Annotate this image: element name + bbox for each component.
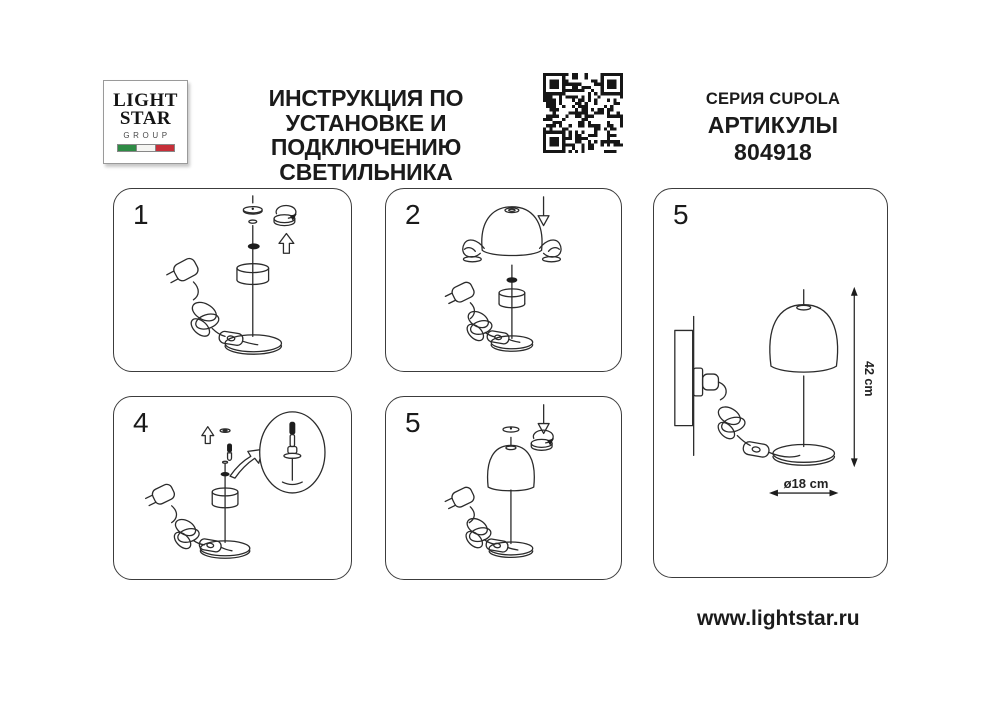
step-number: 4 [133,407,149,438]
page-title [197,86,535,184]
series-block [666,90,880,166]
step-1-panel [113,188,352,372]
step-4-panel [113,396,352,580]
qr-code [543,73,623,153]
logo-word-light: LIGHT [113,90,178,111]
diameter-dimension-label: ø18 cm [783,476,829,491]
logo-word-group: GROUP [123,131,171,140]
page-title-line2: ПОДКЛЮЧЕНИЮ СВЕТИЛЬНИКА [270,134,462,185]
page-title-line1: ИНСТРУКЦИЯ ПО УСТАНОВКЕ И [268,85,464,136]
italian-flag-icon [117,144,175,152]
step-number: 2 [405,199,421,230]
step-2-panel [385,188,622,372]
final-assembly-illustration [654,189,887,577]
logo-word-star: STAR [119,108,172,129]
height-dimension-label: 42 cm [862,361,876,397]
series-label: СЕРИЯ CUPOLA [705,90,841,108]
step-1-illustration [114,189,351,371]
step-5-panel [385,396,622,580]
step-5-illustration [386,397,621,579]
step-number: 5 [673,199,689,230]
lightstar-logo [103,80,188,164]
step-2-illustration [386,189,621,371]
flag-red-stripe [156,145,174,151]
step-number: 1 [133,199,149,230]
step-number: 5 [405,407,421,438]
flag-green-stripe [118,145,137,151]
step-4-illustration [114,397,351,579]
articles-label: АРТИКУЛЫ 804918 [707,112,839,165]
step-5-final-panel [653,188,888,578]
website-url: www.lightstar.ru [697,607,860,630]
flag-white-stripe [137,145,156,151]
